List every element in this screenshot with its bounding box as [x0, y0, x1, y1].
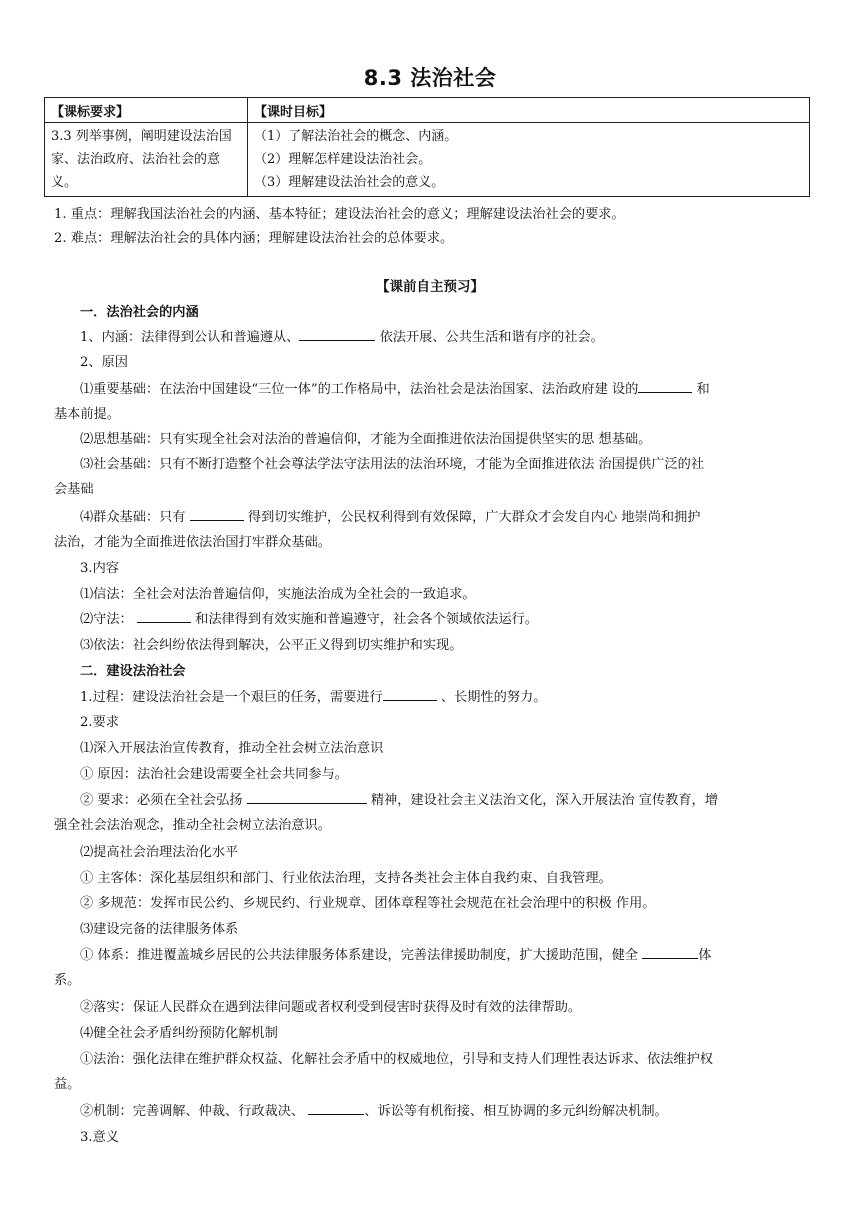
fill-blank[interactable]	[190, 506, 244, 521]
fill-blank[interactable]	[383, 686, 437, 701]
goals-cell	[248, 123, 810, 197]
paragraph: 会基础	[54, 482, 94, 497]
paragraph: ②落实：保证人民群众在遇到法律问题或者权利受到侵害时获得及时有效的法律帮助。	[80, 1000, 582, 1015]
paragraph: ⑴重要基础：在法治中国建设“三位一体”的工作格局中，法治社会是法治国家、法治政府建 设的 和	[80, 377, 836, 402]
paragraph: ⑶社会基础：只有不断打造整个社会尊法学法守法用法的法治环境，才能为全面推进依法 治国提供广泛的社	[80, 457, 705, 472]
fill-blank[interactable]	[308, 1100, 364, 1115]
paragraph: ⑵思想基础：只有实现全社会对法治的普遍信仰，才能为全面推进依法治国提供坚实的思 想基础。	[80, 432, 652, 447]
fill-blank[interactable]	[247, 789, 367, 804]
paragraph: 1.过程：建设法治社会是一个艰巨的任务，需要进行 、长期性的努力。	[80, 685, 836, 710]
fill-blank[interactable]	[638, 378, 692, 393]
paragraph: ⑵提高社会治理法治化水平	[80, 845, 239, 860]
paragraph: 2.要求	[80, 715, 119, 730]
goal-item: （2）理解怎样建设法治社会。	[254, 152, 432, 167]
goal-item: （1）了解法治社会的概念、内涵。	[254, 129, 458, 144]
paragraph: ⑷健全社会矛盾纠纷预防化解机制	[80, 1026, 278, 1041]
section-heading: 二．建设法治社会	[80, 664, 186, 679]
section-heading: 一．法治社会的内涵	[80, 305, 199, 320]
paragraph: ②机制：完善调解、仲裁、行政裁决、 、诉讼等有机衔接、相互协调的多元纠纷解决机制。	[80, 1099, 836, 1124]
paragraph: ① 原因：法治社会建设需要全社会共同参与。	[80, 767, 348, 782]
page-title: 8.3 法治社会	[363, 66, 497, 90]
goal-item: （3）理解建设法治社会的意义。	[254, 175, 445, 190]
table-header-goals: 【课时目标】	[248, 98, 810, 123]
paragraph: 强全社会法治观念，推动全社会树立法治意识。	[54, 818, 331, 833]
paragraph: ② 要求：必须在全社会弘扬 精神，建设社会主义法治文化，深入开展法治 宣传教育，增	[80, 788, 836, 813]
paragraph: ① 体系：推进覆盖城乡居民的公共法律服务体系建设，完善法律援助制度，扩大援助范围，健全 体	[80, 943, 836, 968]
key-point: 1. 重点：理解我国法治社会的内涵、基本特征；建设法治社会的意义；理解建设法治社会的要求。	[54, 207, 625, 222]
paragraph: 3.内容	[80, 561, 119, 576]
paragraph: 1、内涵：法律得到公认和普遍遵从、 依法开展、公共生活和谐有序的社会。	[80, 325, 836, 350]
paragraph: ⑵守法： 和法律得到有效实施和普遍遵守，社会各个领域依法运行。	[80, 607, 836, 632]
paragraph: ② 多规范：发挥市民公约、乡规民约、行业规章、团体章程等社会规范在社会治理中的积极 作用。	[80, 896, 656, 911]
paragraph: ⑶依法：社会纠纷依法得到解决，公平正义得到切实维护和实现。	[80, 638, 463, 653]
paragraph: 3.意义	[80, 1130, 119, 1145]
difficult-point: 2. 难点：理解法治社会的具体内涵；理解建设法治社会的总体要求。	[54, 231, 454, 246]
paragraph: ⑶建设完备的法律服务体系	[80, 922, 239, 937]
paragraph: 法治，才能为全面推进依法治国打牢群众基础。	[54, 535, 331, 550]
standard-requirement-cell: 3.3 列举事例，阐明建设法治国家、法治政府、法治社会的意义。	[45, 123, 248, 197]
paragraph: 基本前提。	[54, 407, 120, 422]
paragraph: ⑴信法：全社会对法治普遍信仰，实施法治成为全社会的一致追求。	[80, 587, 476, 602]
curriculum-table	[44, 97, 810, 197]
paragraph: ⑴深入开展法治宣传教育，推动全社会树立法治意识	[80, 741, 384, 756]
paragraph: 2、原因	[80, 355, 128, 370]
paragraph: 系。	[54, 973, 81, 988]
paragraph: ⑷群众基础：只有 得到切实维护，公民权利得到有效保障，广大群众才会发自内心 地崇尚和拥护	[80, 505, 836, 530]
preview-heading: 【课前自主预习】	[376, 279, 484, 295]
fill-blank[interactable]	[137, 608, 191, 623]
fill-blank[interactable]	[299, 326, 375, 341]
table-header-standard: 【课标要求】	[45, 98, 248, 123]
paragraph: 益。	[54, 1077, 81, 1092]
fill-blank[interactable]	[642, 944, 698, 959]
paragraph: ① 主客体：深化基层组织和部门、行业依法治理，支持各类社会主体自我约束、自我管理。	[80, 871, 612, 886]
paragraph: ①法治：强化法律在维护群众权益、化解社会矛盾中的权威地位，引导和支持人们理性表达诉求、依法维护权	[80, 1052, 713, 1067]
